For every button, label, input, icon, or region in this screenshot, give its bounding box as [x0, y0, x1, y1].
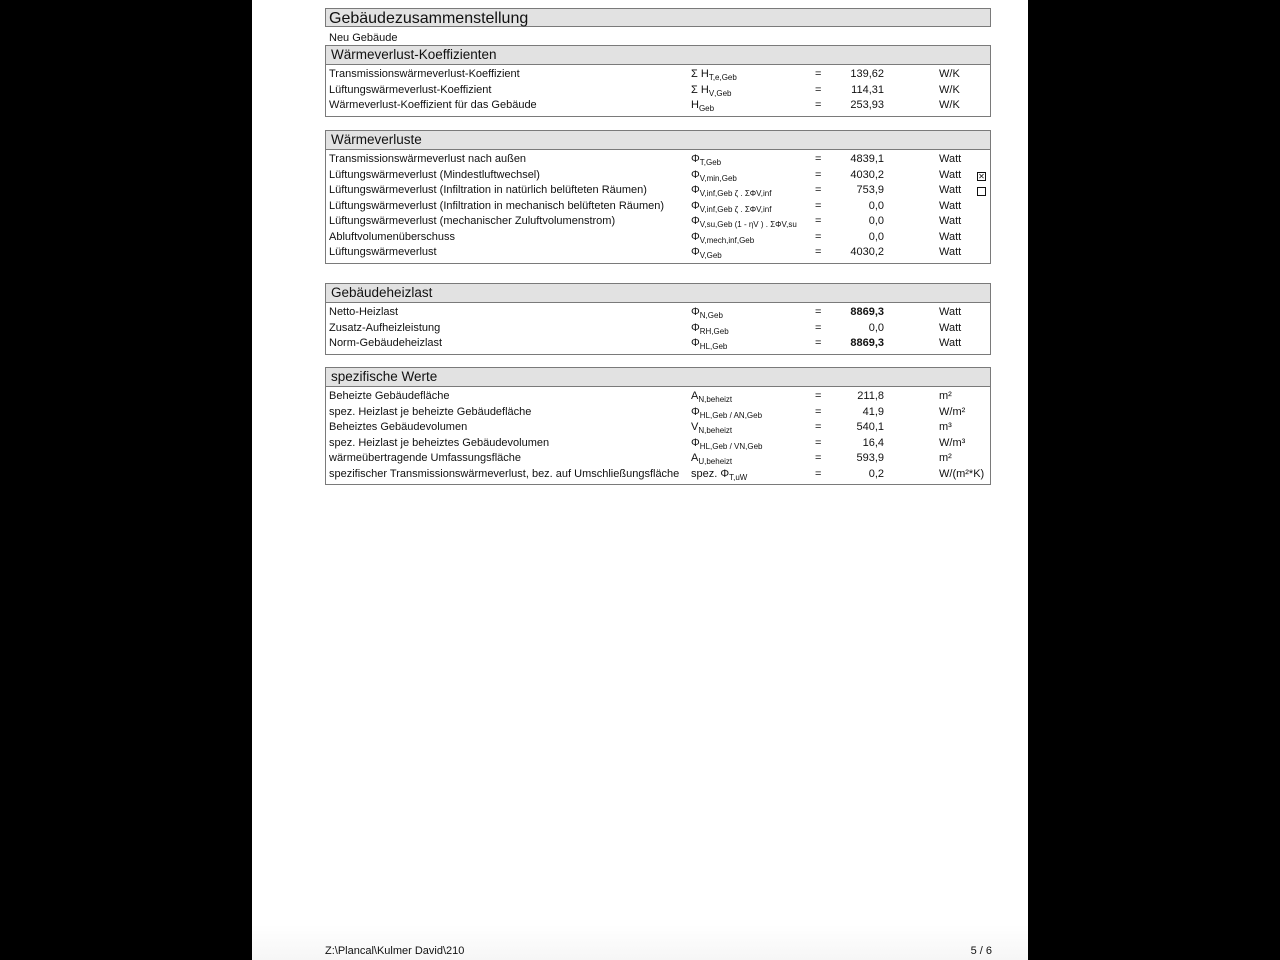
symbol-subscript: V,inf,Geb [699, 204, 733, 214]
symbol-subscript: V,min,Geb [699, 173, 737, 183]
table-row [326, 405, 990, 421]
symbol-subscript: V,mech,inf,Geb [699, 235, 755, 245]
row-unit: Watt [939, 199, 962, 212]
symbol-suffix: / AN,Geb [727, 410, 763, 420]
row-label: Beheizte Gebäudefläche [329, 390, 450, 402]
table-row [326, 199, 990, 215]
row-value: 4839,1 [850, 153, 884, 165]
section-1 [325, 130, 991, 264]
symbol-main: Φ [691, 337, 700, 349]
section-heading: Wärmeverlust-Koeffizienten [326, 46, 990, 65]
footer-page-number: 5 / 6 [970, 945, 992, 957]
symbol-subscript: T,uW [729, 472, 748, 482]
table-row [326, 245, 990, 261]
symbol-suffix: ,Geb [719, 73, 737, 83]
equals-sign: = [815, 184, 822, 196]
row-unit: W/m³ [939, 436, 966, 449]
equals-sign: = [815, 68, 822, 80]
equals-sign: = [815, 83, 822, 96]
row-label: Lüftungswärmeverlust-Koeffizient [329, 83, 492, 96]
section-heading: Wärmeverluste [326, 131, 990, 150]
row-symbol [691, 245, 722, 264]
symbol-suffix: ,Geb [714, 88, 732, 98]
row-unit: m³ [939, 421, 952, 433]
table-row [326, 214, 990, 230]
row-unit: Watt [939, 215, 962, 227]
table-row [326, 152, 990, 168]
symbol-subscript: HL,Geb [699, 410, 728, 420]
row-label: spez. Heizlast je beheiztes Gebäudevolumen [329, 436, 550, 449]
equals-sign: = [815, 452, 822, 464]
row-label: spez. Heizlast je beheizte Gebäudefläche [329, 405, 532, 418]
symbol-main: Φ [691, 153, 700, 165]
symbol-subscript: Geb [698, 104, 715, 114]
row-label: Lüftungswärmeverlust (Mindestluftwechsel) [329, 168, 540, 181]
equals-sign: = [815, 390, 822, 402]
row-value: 593,9 [856, 452, 884, 464]
equals-sign: = [815, 321, 822, 334]
row-label: Norm-Gebäudeheizlast [329, 337, 443, 349]
equals-sign: = [815, 199, 822, 212]
row-unit: W/K [939, 68, 960, 80]
symbol-main: Φ [691, 199, 700, 212]
symbol-suffix: (1 - ηV ) . ΣΦV,su [732, 220, 797, 230]
row-unit: Watt [939, 184, 962, 196]
page-title: Gebäudezusammenstellung [325, 8, 991, 27]
equals-sign: = [815, 337, 822, 349]
equals-sign: = [815, 246, 822, 258]
row-label: Transmissionswärmeverlust nach außen [329, 153, 527, 165]
equals-sign: = [815, 99, 822, 111]
row-label: Wärmeverlust-Koeffizient für das Gebäude [329, 99, 537, 111]
table-row [326, 98, 990, 114]
symbol-main: spez. Φ [691, 467, 730, 480]
table-row [326, 451, 990, 467]
row-label: spezifischer Transmissionswärmeverlust, bez. auf Umschließungsfläche [329, 467, 680, 480]
row-unit: Watt [939, 321, 962, 334]
row-value: 0,0 [868, 230, 884, 243]
symbol-subscript: V,Geb [699, 251, 722, 261]
row-value: 139,62 [850, 68, 884, 80]
row-value: 540,1 [856, 421, 884, 433]
row-symbol [691, 336, 727, 355]
equals-sign: = [815, 436, 822, 449]
symbol-main: Φ [691, 436, 700, 449]
row-value: 0,0 [868, 199, 884, 212]
equals-sign: = [815, 467, 822, 480]
row-value: 8869,3 [850, 306, 884, 318]
section-3 [325, 367, 991, 485]
symbol-main: A [691, 452, 699, 464]
row-unit: W/m² [939, 405, 966, 418]
row-unit: Watt [939, 230, 962, 243]
equals-sign: = [815, 421, 822, 433]
symbol-main: H [691, 99, 699, 111]
equals-sign: = [815, 153, 822, 165]
symbol-subscript: V,inf,Geb [699, 189, 733, 199]
equals-sign: = [815, 168, 822, 181]
symbol-suffix: ζ . ΣΦV,inf [732, 189, 772, 199]
section-0 [325, 45, 991, 117]
row-unit: Watt [939, 153, 962, 165]
symbol-main: Φ [691, 405, 700, 418]
symbol-main: Σ H [691, 83, 709, 96]
section-heading: spezifische Werte [326, 368, 990, 387]
table-row [326, 168, 990, 184]
row-label: Lüftungswärmeverlust (Infiltration in mechanisch belüfteten Räumen) [329, 199, 665, 212]
row-unit: Watt [939, 306, 962, 318]
symbol-subscript: U,beheizt [698, 457, 733, 467]
row-label: Netto-Heizlast [329, 306, 399, 318]
row-label: Lüftungswärmeverlust (Infiltration in natürlich belüfteten Räumen) [329, 184, 647, 196]
row-value: 41,9 [862, 405, 884, 418]
document-page [252, 0, 1028, 960]
row-label: Zusatz-Aufheizleistung [329, 321, 441, 334]
table-row [326, 183, 990, 199]
symbol-main: Φ [691, 306, 700, 318]
equals-sign: = [815, 405, 822, 418]
row-unit: Watt [939, 246, 962, 258]
symbol-main: Φ [691, 215, 700, 227]
symbol-suffix: ζ . ΣΦV,inf [732, 204, 772, 214]
symbol-main: Φ [691, 246, 700, 258]
symbol-subscript: V,su,Geb [699, 220, 733, 230]
table-row [326, 67, 990, 83]
row-value: 16,4 [862, 436, 884, 449]
symbol-subscript: HL,Geb [699, 342, 728, 352]
checkbox-checked[interactable]: ✕ [978, 171, 985, 181]
row-unit: W/K [939, 83, 960, 96]
section-heading: Gebäudeheizlast [326, 284, 990, 303]
row-unit: Watt [939, 168, 962, 181]
row-symbol [691, 467, 747, 486]
table-row [326, 436, 990, 452]
row-value: 4030,2 [850, 246, 884, 258]
section-2 [325, 283, 991, 355]
symbol-main: Φ [691, 321, 700, 334]
table-row [326, 467, 990, 483]
equals-sign: = [815, 230, 822, 243]
symbol-subscript: V [708, 88, 715, 98]
table-row [326, 336, 990, 352]
symbol-subscript: T,e [708, 73, 720, 83]
row-unit: W/(m²*K) [939, 467, 985, 480]
symbol-suffix: / VN,Geb [727, 441, 763, 451]
table-row [326, 420, 990, 436]
row-label: Transmissionswärmeverlust-Koeffizient [329, 68, 520, 80]
row-value: 0,0 [868, 215, 884, 227]
row-value: 211,8 [857, 390, 884, 402]
symbol-main: Φ [691, 230, 700, 243]
table-row [326, 83, 990, 99]
row-label: Abluftvolumenüberschuss [329, 230, 455, 243]
row-label: wärmeübertragende Umfassungsfläche [329, 452, 521, 464]
row-value: 253,93 [850, 99, 884, 111]
symbol-main: A [691, 390, 699, 402]
table-row [326, 389, 990, 405]
symbol-subscript: N,beheizt [698, 395, 733, 405]
table-row [326, 305, 990, 321]
equals-sign: = [815, 215, 822, 227]
row-unit: m² [939, 390, 952, 402]
row-unit: m² [939, 452, 952, 464]
row-label: Lüftungswärmeverlust [329, 246, 437, 258]
symbol-subscript: N,Geb [699, 311, 723, 321]
symbol-subscript: RH,Geb [699, 326, 729, 336]
row-symbol [691, 98, 714, 117]
checkbox-unchecked[interactable] [977, 187, 986, 196]
equals-sign: = [815, 306, 822, 318]
table-row [326, 230, 990, 246]
row-unit: Watt [939, 337, 962, 349]
symbol-subscript: T,Geb [699, 158, 722, 168]
row-value: 753,9 [856, 184, 884, 196]
footer-path: Z:\Plancal\Kulmer David\210 [325, 945, 465, 957]
page-subtitle: Neu Gebäude [329, 32, 398, 44]
table-row [326, 321, 990, 337]
row-value: 0,2 [868, 467, 884, 480]
symbol-subscript: N,beheizt [698, 426, 733, 436]
symbol-main: V [691, 421, 699, 433]
row-label: Lüftungswärmeverlust (mechanischer Zuluftvolumenstrom) [329, 215, 616, 227]
row-unit: W/K [939, 99, 960, 111]
row-value: 114,31 [851, 83, 884, 96]
row-value: 8869,3 [850, 337, 884, 349]
row-label: Beheiztes Gebäudevolumen [329, 421, 468, 433]
symbol-main: Φ [691, 184, 700, 196]
symbol-main: Σ H [691, 68, 709, 80]
row-value: 0,0 [868, 321, 884, 334]
symbol-main: Φ [691, 168, 700, 181]
row-value: 4030,2 [850, 168, 884, 181]
symbol-subscript: HL,Geb [699, 441, 728, 451]
